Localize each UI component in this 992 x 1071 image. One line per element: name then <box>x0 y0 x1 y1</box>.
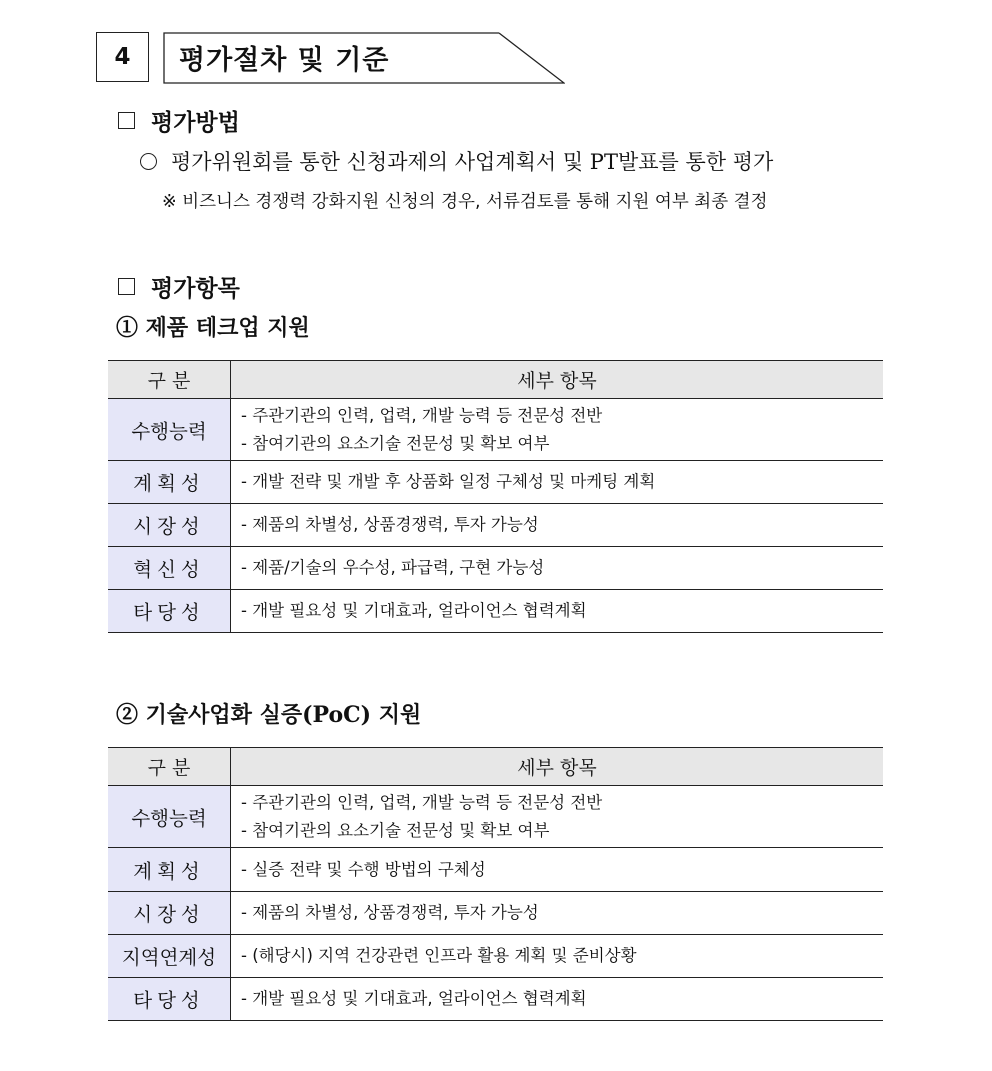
detail-line: - 제품/기술의 우수성, 파급력, 구현 가능성 <box>241 558 545 577</box>
detail-line: - 개발 필요성 및 기대효과, 얼라이언스 협력계획 <box>241 601 587 620</box>
row-detail <box>231 848 884 892</box>
row-category: 계획성 <box>108 848 231 892</box>
evaluation-method-item <box>140 146 773 176</box>
row-category: 수행능력 <box>108 399 231 461</box>
row-category: 수행능력 <box>108 786 231 848</box>
row-detail <box>231 461 884 504</box>
header-detail: 세부 항목 <box>231 748 884 786</box>
evaluation-method-heading <box>118 104 240 137</box>
row-detail <box>231 590 884 633</box>
row-detail <box>231 892 884 935</box>
evaluation-items-heading-text: 평가항목 <box>151 276 240 302</box>
square-bullet-icon <box>118 278 135 295</box>
section-number: 4 <box>114 44 131 70</box>
table-row <box>108 848 883 892</box>
table-row <box>108 978 883 1021</box>
table-2-title: ② 기술사업화 실증(PoC) 지원 <box>116 702 422 728</box>
detail-line: - 개발 필요성 및 기대효과, 얼라이언스 협력계획 <box>241 989 587 1008</box>
evaluation-method-heading-text: 평가방법 <box>151 110 240 136</box>
table-row <box>108 892 883 935</box>
row-detail <box>231 504 884 547</box>
evaluation-method-text: 평가위원회를 통한 신청과제의 사업계획서 및 PT발표를 통한 평가 <box>171 150 774 174</box>
row-detail <box>231 978 884 1021</box>
header-category: 구 분 <box>108 748 231 786</box>
table-header-row <box>108 748 883 786</box>
table-row <box>108 504 883 547</box>
detail-line: - 주관기관의 인력, 업력, 개발 능력 등 전문성 전반 <box>241 792 603 812</box>
table-row <box>108 461 883 504</box>
row-category: 시장성 <box>108 892 231 935</box>
section-title-banner <box>163 32 565 84</box>
table-1-title: ① 제품 테크업 지원 <box>116 315 310 341</box>
detail-line: - 참여기관의 요소기술 전문성 및 확보 여부 <box>241 820 550 840</box>
circle-bullet-icon <box>140 153 157 170</box>
evaluation-method-note: ※ 비즈니스 경쟁력 강화지원 신청의 경우, 서류검토를 통해 지원 여부 최종 결정 <box>162 192 768 212</box>
square-bullet-icon <box>118 112 135 129</box>
header-detail: 세부 항목 <box>231 361 884 399</box>
row-detail <box>231 786 884 848</box>
detail-line: - 개발 전략 및 개발 후 상품화 일정 구체성 및 마케팅 계획 <box>241 472 656 491</box>
header-category: 구 분 <box>108 361 231 399</box>
detail-line: - (해당시) 지역 건강관련 인프라 활용 계획 및 준비상황 <box>241 946 637 965</box>
row-detail <box>231 399 884 461</box>
detail-line: - 제품의 차별성, 상품경쟁력, 투자 가능성 <box>241 903 539 922</box>
table-row <box>108 590 883 633</box>
table-row <box>108 935 883 978</box>
section-title: 평가절차 및 기준 <box>179 44 390 76</box>
criteria-table-2 <box>108 747 883 1021</box>
evaluation-items-heading <box>118 270 240 303</box>
row-category: 계획성 <box>108 461 231 504</box>
row-category: 혁신성 <box>108 547 231 590</box>
detail-line: - 참여기관의 요소기술 전문성 및 확보 여부 <box>241 433 550 453</box>
detail-line: - 주관기관의 인력, 업력, 개발 능력 등 전문성 전반 <box>241 405 603 425</box>
row-category: 타당성 <box>108 590 231 633</box>
criteria-table-1 <box>108 360 883 633</box>
table-header-row <box>108 361 883 399</box>
row-category: 지역연계성 <box>108 935 231 978</box>
row-detail <box>231 935 884 978</box>
detail-line: - 실증 전략 및 수행 방법의 구체성 <box>241 859 486 879</box>
row-category: 타당성 <box>108 978 231 1021</box>
table-row <box>108 547 883 590</box>
detail-line: - 제품의 차별성, 상품경쟁력, 투자 가능성 <box>241 515 539 534</box>
table-row <box>108 786 883 848</box>
section-number-box <box>96 32 149 82</box>
table-row <box>108 399 883 461</box>
row-detail <box>231 547 884 590</box>
row-category: 시장성 <box>108 504 231 547</box>
